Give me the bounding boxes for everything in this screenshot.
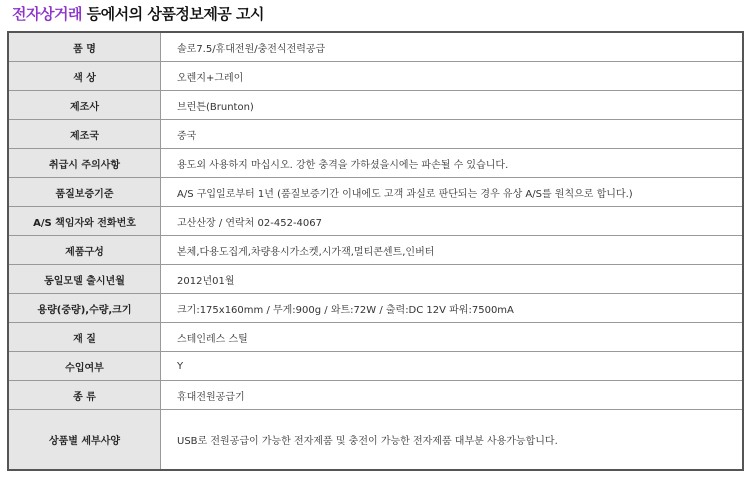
table-row-manufacturer (8, 91, 743, 120)
row-label: 제조국 (8, 120, 161, 149)
row-label: 취급시 주의사항 (8, 149, 161, 178)
row-value: 솔로7.5/휴대전원/충전식전력공급 (161, 32, 744, 62)
row-label: 품질보증기준 (8, 178, 161, 207)
table-row-specs (8, 294, 743, 323)
table-row-components (8, 236, 743, 265)
product-info-table (7, 31, 744, 471)
row-label: 품 명 (8, 32, 161, 62)
row-label: 수입여부 (8, 352, 161, 381)
row-value: 중국 (161, 120, 744, 149)
row-value: A/S 구입일로부터 1년 (품질보증기간 이내에도 고객 과실로 판단되는 경우 유상 A/S를 원칙으로 합니다.) (161, 178, 744, 207)
row-value: 오렌지+그레이 (161, 62, 744, 91)
row-value: 2012년01월 (161, 265, 744, 294)
page-title (12, 3, 264, 24)
row-label: 동일모델 출시년월 (8, 265, 161, 294)
table-row-material (8, 323, 743, 352)
row-label: 제품구성 (8, 236, 161, 265)
table-row-caution (8, 149, 743, 178)
row-value: 고산산장 / 연락처 02-452-4067 (161, 207, 744, 236)
table-row-warranty (8, 178, 743, 207)
row-label: 재 질 (8, 323, 161, 352)
table-row-country (8, 120, 743, 149)
table-row-imported (8, 352, 743, 381)
row-value: 휴대전원공급기 (161, 381, 744, 410)
row-value: 크기:175x160mm / 무게:900g / 와트:72W / 출력:DC 12V 파워:7500mA (161, 294, 744, 323)
table-row-release-date (8, 265, 743, 294)
table-row-product-name (8, 32, 743, 62)
row-label: 용량(중량),수량,크기 (8, 294, 161, 323)
table-row-color (8, 62, 743, 91)
row-label: 제조사 (8, 91, 161, 120)
table-row-as-contact (8, 207, 743, 236)
title-rest: 등에서의 상품정보제공 고시 (81, 5, 265, 23)
row-value: 본체,다용도집게,차량용시가소켓,시가잭,멀티콘센트,인버터 (161, 236, 744, 265)
row-label: 색 상 (8, 62, 161, 91)
row-label: A/S 책임자와 전화번호 (8, 207, 161, 236)
table-row-type (8, 381, 743, 410)
row-value: 스테인레스 스틸 (161, 323, 744, 352)
row-value: 브런튼(Brunton) (161, 91, 744, 120)
table-row-detail-spec (8, 410, 743, 471)
row-value: Y (161, 352, 744, 381)
row-label: 상품별 세부사양 (8, 410, 161, 471)
row-value: 용도외 사용하지 마십시오. 강한 충격을 가하셨을시에는 파손될 수 있습니다. (161, 149, 744, 178)
row-label: 종 류 (8, 381, 161, 410)
title-brand: 전자상거래 (12, 5, 82, 23)
row-value: USB로 전원공급이 가능한 전자제품 및 충전이 가능한 전자제품 대부분 사용가능합니다. (161, 410, 744, 471)
